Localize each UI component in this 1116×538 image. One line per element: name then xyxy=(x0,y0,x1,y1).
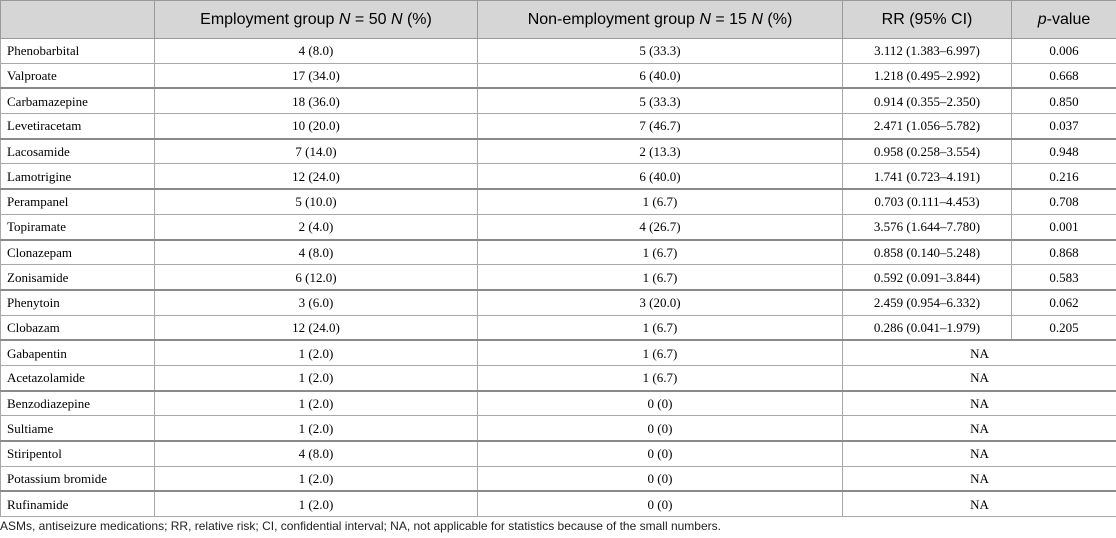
non-employment-count: 1 (6.7) xyxy=(478,240,843,265)
table-row xyxy=(1,340,1116,365)
non-employment-count: 6 (40.0) xyxy=(478,164,843,189)
drug-name: Rufinamide xyxy=(1,491,155,516)
p-value: 0.708 xyxy=(1012,189,1116,214)
drug-name: Benzodiazepine xyxy=(1,391,155,416)
not-applicable: NA xyxy=(843,416,1116,441)
non-employment-count: 1 (6.7) xyxy=(478,265,843,290)
p-value: 0.583 xyxy=(1012,265,1116,290)
drug-name: Sultiame xyxy=(1,416,155,441)
table-row xyxy=(1,315,1116,340)
relative-risk: 1.218 (0.495–2.992) xyxy=(843,63,1012,88)
drug-name: Lacosamide xyxy=(1,139,155,164)
non-employment-count: 0 (0) xyxy=(478,491,843,516)
relative-risk: 1.741 (0.723–4.191) xyxy=(843,164,1012,189)
relative-risk: 0.858 (0.140–5.248) xyxy=(843,240,1012,265)
p-value: 0.205 xyxy=(1012,315,1116,340)
p-value: 0.868 xyxy=(1012,240,1116,265)
p-value: 0.001 xyxy=(1012,214,1116,239)
table-row xyxy=(1,265,1116,290)
employment-count: 6 (12.0) xyxy=(155,265,478,290)
drug-name: Zonisamide xyxy=(1,265,155,290)
relative-risk: 3.576 (1.644–7.780) xyxy=(843,214,1012,239)
employment-count: 3 (6.0) xyxy=(155,290,478,315)
table-row xyxy=(1,39,1116,64)
non-employment-count: 5 (33.3) xyxy=(478,39,843,64)
relative-risk: 2.471 (1.056–5.782) xyxy=(843,114,1012,139)
p-value: 0.668 xyxy=(1012,63,1116,88)
drug-name: Clobazam xyxy=(1,315,155,340)
table-header-row xyxy=(1,1,1116,39)
drug-name: Lamotrigine xyxy=(1,164,155,189)
employment-count: 2 (4.0) xyxy=(155,214,478,239)
employment-count: 1 (2.0) xyxy=(155,416,478,441)
table-row xyxy=(1,466,1116,491)
drug-name: Phenobarbital xyxy=(1,39,155,64)
table-row xyxy=(1,365,1116,390)
header-p-value: p-value xyxy=(1012,1,1116,39)
non-employment-count: 0 (0) xyxy=(478,416,843,441)
employment-count: 12 (24.0) xyxy=(155,315,478,340)
non-employment-count: 1 (6.7) xyxy=(478,315,843,340)
p-value: 0.948 xyxy=(1012,139,1116,164)
non-employment-count: 0 (0) xyxy=(478,466,843,491)
non-employment-count: 2 (13.3) xyxy=(478,139,843,164)
employment-count: 1 (2.0) xyxy=(155,466,478,491)
header-non-employment-group: Non-employment group N = 15 N (%) xyxy=(478,1,843,39)
non-employment-count: 1 (6.7) xyxy=(478,340,843,365)
drug-name: Valproate xyxy=(1,63,155,88)
table-footnote: ASMs, antiseizure medications; RR, relative risk; CI, confidential interval; NA, not applicable for statistics because of the small numbers. xyxy=(0,519,721,533)
non-employment-count: 7 (46.7) xyxy=(478,114,843,139)
drug-name: Topiramate xyxy=(1,214,155,239)
not-applicable: NA xyxy=(843,491,1116,516)
not-applicable: NA xyxy=(843,441,1116,466)
table-row xyxy=(1,491,1116,516)
employment-count: 4 (8.0) xyxy=(155,240,478,265)
employment-count: 4 (8.0) xyxy=(155,39,478,64)
relative-risk: 0.592 (0.091–3.844) xyxy=(843,265,1012,290)
header-medication xyxy=(1,1,155,39)
not-applicable: NA xyxy=(843,466,1116,491)
table-row xyxy=(1,139,1116,164)
not-applicable: NA xyxy=(843,391,1116,416)
p-value: 0.850 xyxy=(1012,88,1116,113)
p-value: 0.006 xyxy=(1012,39,1116,64)
drug-name: Stiripentol xyxy=(1,441,155,466)
non-employment-count: 1 (6.7) xyxy=(478,365,843,390)
table-row xyxy=(1,416,1116,441)
non-employment-count: 6 (40.0) xyxy=(478,63,843,88)
header-relative-risk: RR (95% CI) xyxy=(843,1,1012,39)
table-row xyxy=(1,391,1116,416)
table-row xyxy=(1,189,1116,214)
drug-name: Gabapentin xyxy=(1,340,155,365)
non-employment-count: 0 (0) xyxy=(478,391,843,416)
table-row xyxy=(1,441,1116,466)
employment-count: 5 (10.0) xyxy=(155,189,478,214)
drug-name: Clonazepam xyxy=(1,240,155,265)
employment-count: 12 (24.0) xyxy=(155,164,478,189)
table-row xyxy=(1,63,1116,88)
relative-risk: 0.286 (0.041–1.979) xyxy=(843,315,1012,340)
table-row xyxy=(1,240,1116,265)
employment-count: 1 (2.0) xyxy=(155,491,478,516)
employment-count: 4 (8.0) xyxy=(155,441,478,466)
table-row xyxy=(1,290,1116,315)
employment-count: 17 (34.0) xyxy=(155,63,478,88)
drug-name: Carbamazepine xyxy=(1,88,155,113)
relative-risk: 0.958 (0.258–3.554) xyxy=(843,139,1012,164)
drug-name: Levetiracetam xyxy=(1,114,155,139)
table-row xyxy=(1,114,1116,139)
non-employment-count: 1 (6.7) xyxy=(478,189,843,214)
non-employment-count: 0 (0) xyxy=(478,441,843,466)
drug-name: Acetazolamide xyxy=(1,365,155,390)
employment-count: 1 (2.0) xyxy=(155,391,478,416)
employment-count: 10 (20.0) xyxy=(155,114,478,139)
relative-risk: 2.459 (0.954–6.332) xyxy=(843,290,1012,315)
relative-risk: 0.914 (0.355–2.350) xyxy=(843,88,1012,113)
employment-count: 1 (2.0) xyxy=(155,365,478,390)
employment-count: 7 (14.0) xyxy=(155,139,478,164)
employment-count: 18 (36.0) xyxy=(155,88,478,113)
p-value: 0.062 xyxy=(1012,290,1116,315)
non-employment-count: 3 (20.0) xyxy=(478,290,843,315)
p-value: 0.037 xyxy=(1012,114,1116,139)
relative-risk: 3.112 (1.383–6.997) xyxy=(843,39,1012,64)
p-value: 0.216 xyxy=(1012,164,1116,189)
table-row xyxy=(1,164,1116,189)
drug-name: Potassium bromide xyxy=(1,466,155,491)
header-employment-group: Employment group N = 50 N (%) xyxy=(155,1,478,39)
non-employment-count: 4 (26.7) xyxy=(478,214,843,239)
drug-name: Phenytoin xyxy=(1,290,155,315)
not-applicable: NA xyxy=(843,365,1116,390)
table-row xyxy=(1,214,1116,239)
drug-name: Perampanel xyxy=(1,189,155,214)
not-applicable: NA xyxy=(843,340,1116,365)
employment-count: 1 (2.0) xyxy=(155,340,478,365)
non-employment-count: 5 (33.3) xyxy=(478,88,843,113)
relative-risk: 0.703 (0.111–4.453) xyxy=(843,189,1012,214)
table-row xyxy=(1,88,1116,113)
